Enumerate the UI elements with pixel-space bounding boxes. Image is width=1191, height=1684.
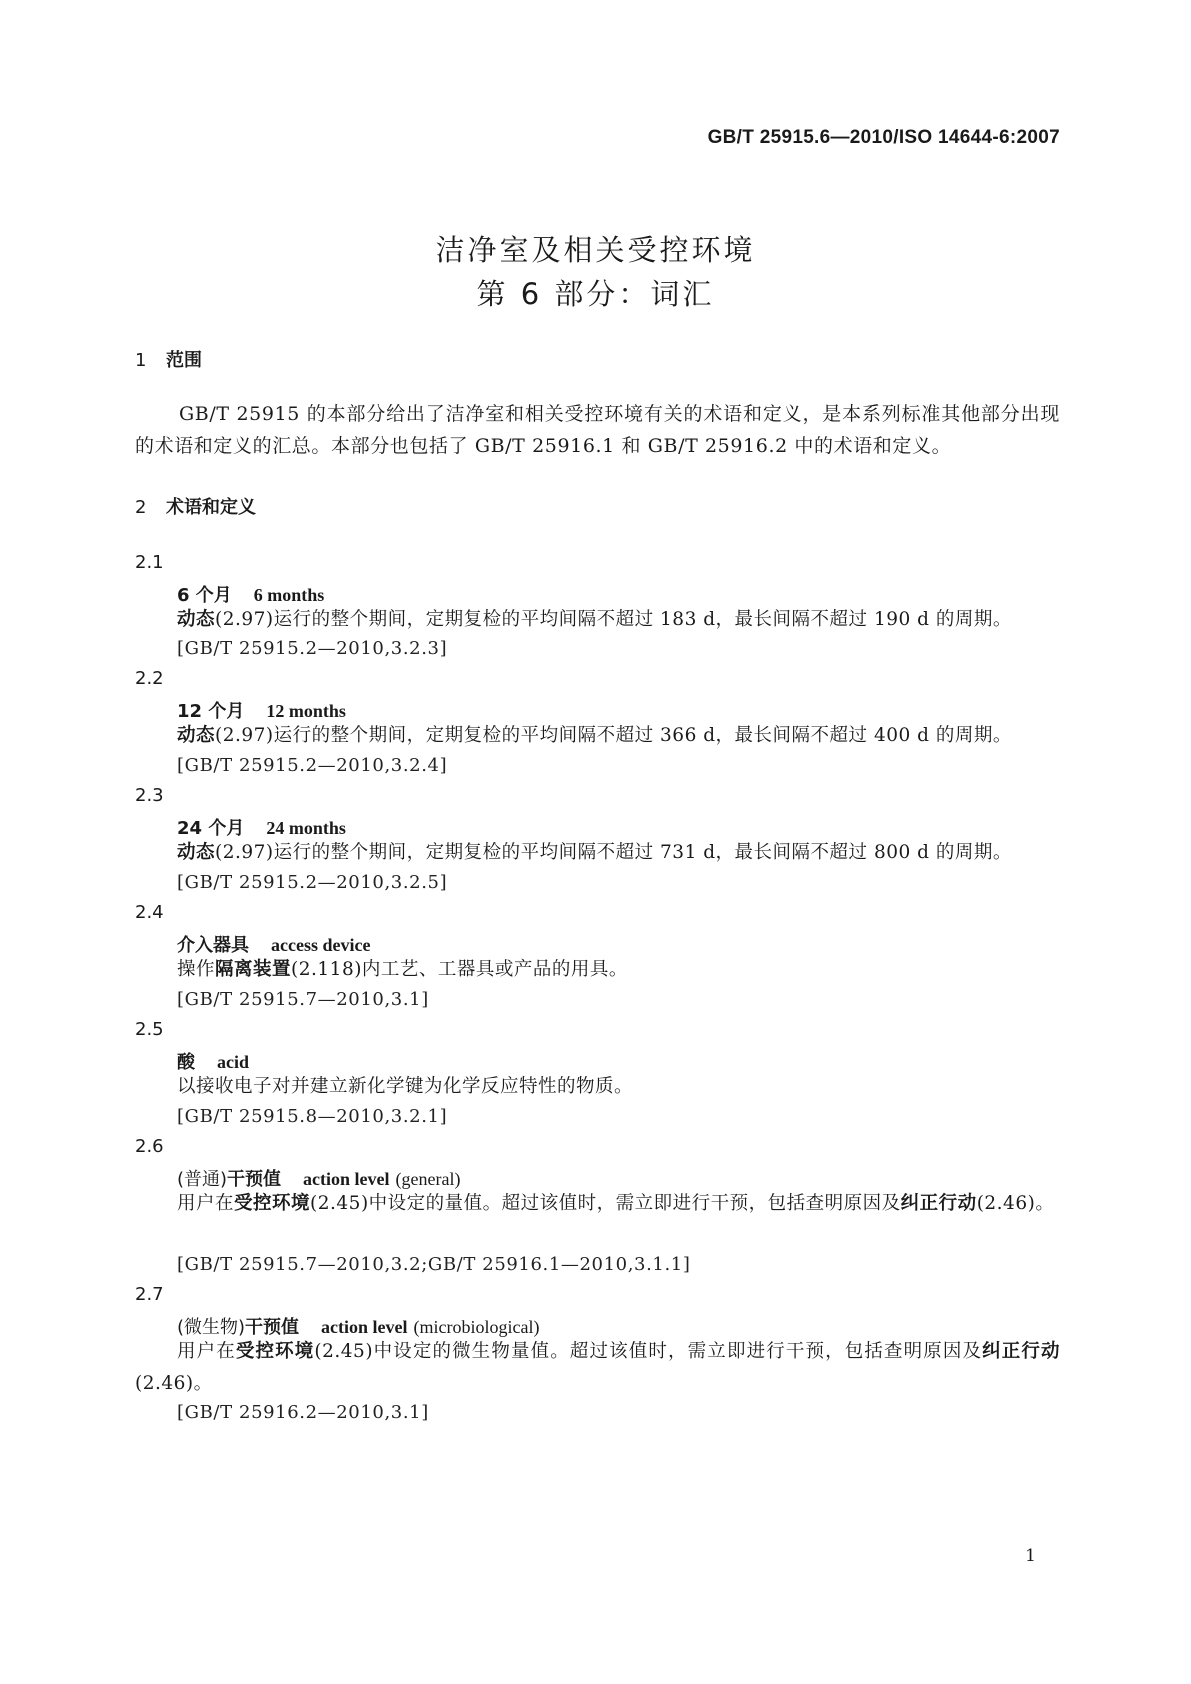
term-qualifier: (普通) (177, 1169, 228, 1190)
term-chinese: 干预值 (227, 1169, 282, 1190)
entry-definition (135, 954, 1060, 986)
entry-definition (135, 720, 1060, 752)
entry-number: 2.1 (135, 552, 164, 573)
entry-source: [GB/T 25916.2—2010,3.1] (177, 1402, 429, 1423)
term-link: 动态 (177, 725, 216, 746)
definition-text: (2.97)运行的整个期间，定期复检的平均间隔不超过 183 d，最长间隔不超过 190 d 的周期。 (215, 609, 1012, 630)
entry-definition (135, 1336, 1060, 1400)
document-title: 洁净室及相关受控环境 (435, 233, 756, 267)
section-heading-scope (135, 346, 202, 372)
term-link: 隔离装置 (215, 959, 292, 980)
definition-text: (2.118)内工艺、工器具或产品的用具。 (291, 959, 628, 980)
section-title: 术语和定义 (166, 497, 256, 518)
entry-definition (135, 1071, 1060, 1103)
term-qualifier: (微生物) (177, 1317, 246, 1338)
entry-number: 2.3 (135, 785, 164, 806)
definition-text: (2.46)。 (976, 1193, 1055, 1214)
entry-definition (135, 604, 1060, 636)
definition-text: (2.97)运行的整个期间，定期复检的平均间隔不超过 731 d，最长间隔不超过 800 d 的周期。 (215, 842, 1012, 863)
term-chinese: 12 个月 (177, 701, 245, 722)
definition-text: (2.46)。 (135, 1373, 213, 1394)
section-title: 范围 (166, 350, 202, 371)
term-english: action level (321, 1317, 408, 1337)
entry-source: [GB/T 25915.2—2010,3.2.4] (177, 755, 448, 776)
entry-source: [GB/T 25915.8—2010,3.2.1] (177, 1106, 448, 1127)
term-chinese: 介入器具 (177, 935, 249, 956)
term-link: 纠正行动 (900, 1193, 977, 1214)
definition-text: 用户在 (177, 1341, 236, 1362)
section-heading-terms (135, 493, 256, 519)
term-chinese: 24 个月 (177, 818, 245, 839)
term-english: acid (217, 1052, 250, 1072)
entry-source: [GB/T 25915.2—2010,3.2.3] (177, 638, 448, 659)
term-english: action level (303, 1169, 390, 1189)
term-chinese: 酸 (177, 1052, 195, 1073)
entry-number: 2.6 (135, 1136, 164, 1157)
term-english: access device (271, 935, 371, 955)
entry-source: [GB/T 25915.7—2010,3.1] (177, 989, 429, 1010)
term-chinese: 干预值 (245, 1317, 300, 1338)
term-english: 6 months (253, 585, 325, 605)
entry-definition (135, 837, 1060, 869)
term-link: 动态 (177, 842, 216, 863)
entry-source: [GB/T 25915.7—2010,3.2;GB/T 25916.1—2010,3.1.1] (177, 1254, 691, 1275)
term-english-qualifier: (general) (395, 1169, 461, 1189)
definition-text: 操作 (177, 959, 216, 980)
definition-text: (2.97)运行的整个期间，定期复检的平均间隔不超过 366 d，最长间隔不超过 400 d 的周期。 (215, 725, 1012, 746)
definition-text: 以接收电子对并建立新化学键为化学反应特性的物质。 (177, 1076, 634, 1097)
definition-text: (2.45)中设定的量值。超过该值时，需立即进行干预，包括查明原因及 (310, 1193, 901, 1214)
standard-number: GB/T 25915.6—2010/ISO 14644-6:2007 (707, 127, 1060, 148)
scope-paragraph: GB/T 25915 的本部分给出了洁净室和相关受控环境有关的术语和定义，是本系列标准其他部分出现的术语和定义的汇总。本部分也包括了 GB/T 25916.1 和 GB/T 25916.2 中的术语和定义。 (135, 403, 1060, 457)
entry-number: 2.5 (135, 1019, 164, 1040)
term-link: 受控环境 (234, 1193, 311, 1214)
entry-definition (135, 1188, 1060, 1220)
document-subtitle: 第 6 部分：词汇 (476, 277, 715, 311)
section-number: 2 (135, 497, 147, 518)
term-english: 12 months (266, 701, 346, 721)
entry-number: 2.4 (135, 902, 164, 923)
entry-number: 2.2 (135, 668, 164, 689)
term-link: 受控环境 (235, 1341, 315, 1362)
definition-text: (2.45)中设定的微生物量值。超过该值时，需立即进行干预，包括查明原因及 (314, 1341, 983, 1362)
term-english: 24 months (266, 818, 346, 838)
entry-source: [GB/T 25915.2—2010,3.2.5] (177, 872, 448, 893)
term-link: 纠正行动 (982, 1341, 1060, 1362)
page-number: 1 (1025, 1546, 1036, 1566)
term-english-qualifier: (microbiological) (413, 1317, 540, 1337)
term-link: 动态 (177, 609, 216, 630)
term-chinese: 6 个月 (177, 585, 232, 606)
definition-text: 用户在 (177, 1193, 235, 1214)
section-number: 1 (135, 350, 147, 371)
entry-number: 2.7 (135, 1284, 164, 1305)
